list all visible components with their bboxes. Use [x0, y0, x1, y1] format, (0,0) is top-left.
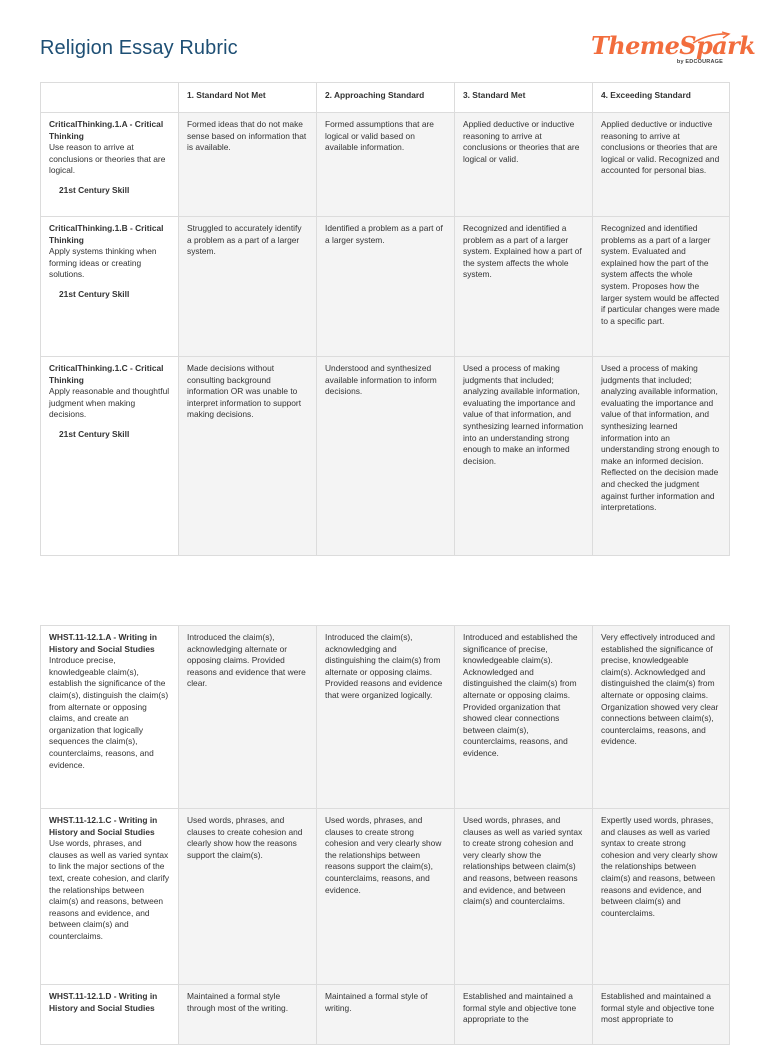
level-cell-1: Made decisions without consulting background information OR was unable to interpret information to support making decisions. [179, 357, 317, 556]
header-standard-met: 3. Standard Met [455, 83, 593, 113]
standard-code: WHST.11-12.1.A - Writing in History and Social Studies [49, 632, 157, 654]
level-cell-3: Established and maintained a formal style and objective tone appropriate to the [455, 985, 593, 1045]
level-cell-2: Identified a problem as a part of a larger system. [317, 217, 455, 357]
level-cell-4: Established and maintained a formal style and objective tone most appropriate to [593, 985, 730, 1045]
level-cell-2: Formed assumptions that are logical or valid based on available information. [317, 113, 455, 217]
criterion-cell [41, 626, 179, 809]
standard-description: Apply reasonable and thoughtful judgment when making decisions. [49, 386, 170, 420]
level-cell-1: Used words, phrases, and clauses to create cohesion and clearly show how the reasons support the claim(s). [179, 809, 317, 985]
criterion-cell [41, 113, 179, 217]
header-approaching-standard: 2. Approaching Standard [317, 83, 455, 113]
logo-wordmark: ThemeSpark [591, 31, 756, 60]
standard-description: Introduce precise, knowledgeable claim(s), establish the significance of the claim(s), distinguish the claim(s) from alternate or opposing claims, and create an organization that logically sequences the claim(s), counterclaims, reasons, and evidence. [49, 655, 169, 770]
criterion-cell [41, 357, 179, 556]
level-cell-4: Expertly used words, phrases, and clauses as well as varied syntax to create strong cohesion and very clearly show the relationships between claim(s) and reasons, between reasons and evidence, and between claim(s) and counterclaims. [593, 809, 730, 985]
skill-label: 21st Century Skill [59, 288, 130, 299]
criterion-cell [41, 985, 179, 1045]
level-cell-4: Applied deductive or inductive reasoning to arrive at conclusions or theories that are logical or valid. Recognized and accounted for personal bias. [593, 113, 730, 217]
table-row [41, 985, 730, 1045]
level-cell-4: Recognized and identified problems as a part of a larger system. Evaluated and explained how the part of the system affects the whole system. Proposes how the larger system would be affected if particular changes were made to a specific part. [593, 217, 730, 357]
skill-label: 21st Century Skill [59, 428, 130, 439]
table-header-row [41, 83, 730, 113]
level-cell-2: Introduced the claim(s), acknowledging and distinguishing the claim(s) from alternate or opposing claims. Provided reasons and evidence that were organized logically. [317, 626, 455, 809]
level-cell-1: Introduced the claim(s), acknowledging alternate or opposing claims. Provided reasons and evidence that were clear. [179, 626, 317, 809]
header-corner-cell [41, 83, 179, 113]
level-cell-2: Understood and synthesized available information to inform decisions. [317, 357, 455, 556]
table-row [41, 357, 730, 556]
level-cell-2: Used words, phrases, and clauses to create strong cohesion and very clearly show the relationships between reasons support the claim(s), counterclaims, reasons, and evidence. [317, 809, 455, 985]
themespark-logo [591, 31, 756, 73]
table-row [41, 217, 730, 357]
page-title: Religion Essay Rubric [40, 37, 238, 59]
level-cell-3: Recognized and identified a problem as a part of a larger system. Explained how a part of the system affects the whole system. [455, 217, 593, 357]
logo-subtext: by EDCOURAGE [676, 59, 723, 65]
level-cell-2: Maintained a formal style of writing. [317, 985, 455, 1045]
level-cell-4: Used a process of making judgments that included; analyzing available information, evaluating the importance and value of that information, and synthesizing learned information into an understanding strong enough to make an informed decision. Reflected on the decision made and checked the judgment against further information and interpretations. [593, 357, 730, 556]
criterion-cell [41, 809, 179, 985]
skill-label: 21st Century Skill [59, 184, 130, 195]
standard-code: CriticalThinking.1.C - Critical Thinking [49, 363, 164, 385]
standard-description: Use reason to arrive at conclusions or theories that are logical. [49, 142, 166, 176]
standard-code: WHST.11-12.1.D - Writing in History and Social Studies [49, 991, 158, 1013]
standard-description: Use words, phrases, and clauses as well as varied syntax to link the major sections of the text, create cohesion, and clarify the relationships between claim(s) and reasons, between reasons and evidence, and between claim(s) and counterclaims. [49, 838, 170, 941]
level-cell-4: Very effectively introduced and established the significance of precise, knowledgeable claim(s). Acknowledged and distinguished the claim(s) from alternate or opposing claims. Organization showed very clear connections between claim(s), counterclaims, reasons, and evidence. [593, 626, 730, 809]
standard-code: CriticalThinking.1.B - Critical Thinking [49, 223, 164, 245]
table-row [41, 626, 730, 809]
table-row [41, 113, 730, 217]
level-cell-1: Struggled to accurately identify a problem as a part of a larger system. [179, 217, 317, 357]
header-standard-not-met: 1. Standard Not Met [179, 83, 317, 113]
spark-swoosh-icon [691, 31, 731, 45]
level-cell-3: Used words, phrases, and clauses as well as varied syntax to create strong cohesion and very clearly show the relationships between claim(s) and reasons, between reasons and evidence, and between claim(s) and counterclaims. [455, 809, 593, 985]
level-cell-3: Used a process of making judgments that included; analyzing available information, evaluating the importance and value of that information, and synthesizing learned information into an understanding strong enough to make an informed decision. [455, 357, 593, 556]
standard-code: CriticalThinking.1.A - Critical Thinking [49, 119, 164, 141]
level-cell-3: Introduced and established the significance of precise, knowledgeable claim(s). Acknowledged and distinguished the claim(s) from alternate or opposing claims. Provided organization that showed clear connections between claim(s), counterclaims, reasons, and evidence. [455, 626, 593, 809]
header-exceeding-standard: 4. Exceeding Standard [593, 83, 730, 113]
rubric-table-writing [40, 625, 730, 1045]
level-cell-1: Formed ideas that do not make sense based on information that is available. [179, 113, 317, 217]
level-cell-1: Maintained a formal style through most of the writing. [179, 985, 317, 1045]
table-row [41, 809, 730, 985]
level-cell-3: Applied deductive or inductive reasoning to arrive at conclusions or theories that are logical or valid. [455, 113, 593, 217]
standard-description: Apply systems thinking when forming ideas or creating solutions. [49, 246, 157, 280]
standard-code: WHST.11-12.1.C - Writing in History and Social Studies [49, 815, 158, 837]
rubric-table-critical-thinking [40, 82, 730, 556]
criterion-cell [41, 217, 179, 357]
